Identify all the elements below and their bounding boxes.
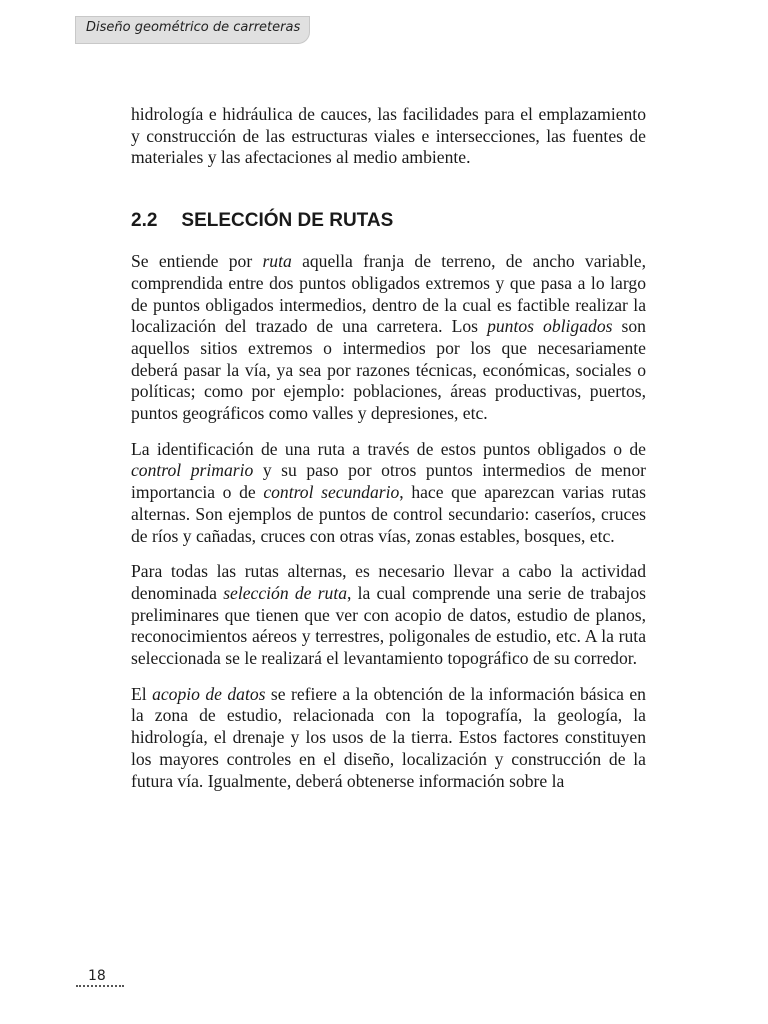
italic-term: selección de ruta (223, 582, 348, 603)
paragraph-route-selection (131, 561, 646, 670)
paragraph-data-collection (131, 684, 646, 793)
section-number: 2.2 (131, 210, 158, 232)
italic-term: control primario (131, 460, 254, 481)
paragraph-definition-ruta (131, 251, 646, 425)
page-number-dots (76, 985, 124, 987)
italic-term: ruta (262, 251, 292, 272)
page-number: 18 (88, 968, 106, 984)
italic-term: control secundario (263, 482, 400, 503)
text-run: La identificación de una ruta a través de estos puntos obligados o de (131, 438, 646, 459)
text-run: , hace que aparezcan varias rutas alternas. Son ejemplos de puntos de control secundario: caseríos, cruces de ríos y cañadas, cruces con otras vías, zonas estables, bosques, etc. (131, 482, 646, 546)
running-header-title: Diseño geométrico de carreteras (86, 20, 301, 35)
italic-term: puntos obligados (487, 316, 613, 337)
text-run: Para todas las rutas alternas, es necesario llevar a cabo la actividad denominada (131, 561, 646, 603)
section-heading (131, 209, 646, 233)
paragraph-continuation (131, 104, 646, 169)
paragraph-control-points (131, 439, 646, 548)
paragraph-text: hidrología e hidráulica de cauces, las facilidades para el emplazamiento y construcción de las estructuras viales e intersecciones, las fuentes de materiales y las afectaciones al medio ambiente. (131, 104, 646, 168)
text-run: Se entiende por (131, 251, 263, 272)
section-title: SELECCIÓN DE RUTAS (181, 210, 394, 232)
text-run: se refiere a la obtención de la información básica en la zona de estudio, relacionada con la topografía, la geología, la hidrología, el drenaje y los usos de la tierra. Estos factores constituyen los mayores controles en el diseño, localización y construcción de la futura vía. Igualmente, deberá obtenerse información sobre la (131, 683, 646, 791)
text-run: y su paso por otros puntos intermedios de menor importancia o de (131, 460, 646, 503)
text-run: aquella franja de terreno, de ancho variable, comprendida entre dos puntos obligados extremos y que pasa a lo largo de puntos obligados intermedios, dentro de la cual es factible realizar la localización del trazado de una carretera. Los (131, 251, 646, 337)
italic-term: acopio de datos (152, 683, 266, 704)
text-run: El (131, 683, 153, 704)
text-run: son aquellos sitios extremos o intermedios por los que necesariamente deberá pasar la vía, ya sea por razones técnicas, económicas, sociales o políticas; como por ejemplo: poblaciones, áreas productivas, puertos, puntos geográficos como valles y depresiones, etc. (131, 316, 646, 424)
page-body (131, 104, 646, 792)
text-run: , la cual comprende una serie de trabajos preliminares que tienen que ver con acopio de datos, estudio de planos, reconocimientos aéreos y terrestres, poligonales de estudio, etc. A la ruta seleccionada se le realizará el levantamiento topográfico de su corredor. (131, 582, 646, 669)
